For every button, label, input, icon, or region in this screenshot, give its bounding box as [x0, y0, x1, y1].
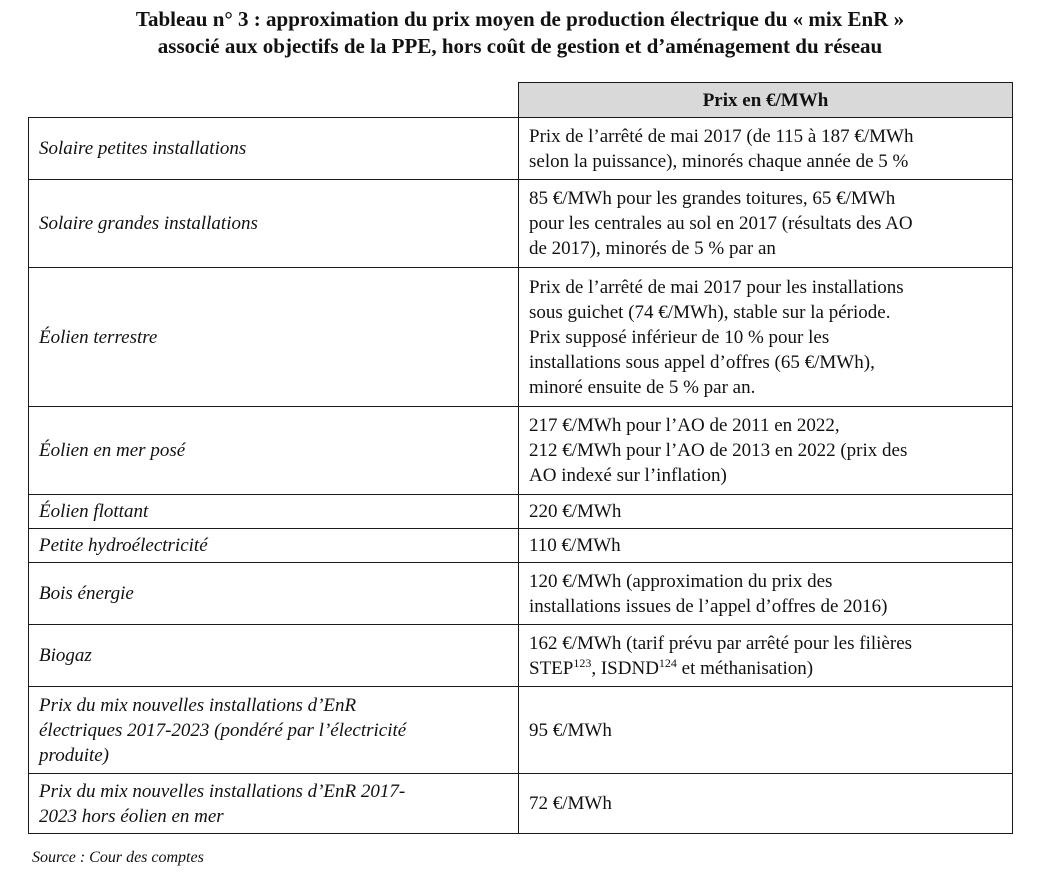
table-row [29, 407, 1013, 495]
row-value-line: Prix de l’arrêté de mai 2017 (de 115 à 187 €/MWh [529, 125, 914, 147]
table-row [29, 495, 1013, 529]
row-value-line: pour les centrales au sol en 2017 (résultats des AO [529, 213, 913, 234]
row-label-line: Petite hydroélectricité [39, 535, 208, 556]
row-label-line: Bois énergie [39, 583, 134, 604]
row-label [29, 495, 519, 529]
footnote-ref-123[interactable]: 123 [573, 655, 592, 670]
row-label [29, 774, 519, 834]
table-row [29, 774, 1013, 834]
row-value [519, 495, 1013, 529]
row-value-line: 162 €/MWh (tarif prévu par arrêté pour les filières [529, 632, 913, 654]
empty-header-cell [29, 83, 519, 118]
table-row [29, 268, 1013, 407]
row-label [29, 268, 519, 407]
price-table [28, 82, 1013, 834]
row-value [519, 625, 1013, 687]
isdnd-text: , ISDND [591, 657, 659, 679]
table-title-line-2: associé aux objectifs de la PPE, hors coût de gestion et d’aménagement du réseau [157, 34, 883, 58]
row-label-line: Solaire petites installations [39, 138, 247, 159]
row-value [519, 774, 1013, 834]
row-label-line: électriques 2017-2023 (pondéré par l’électricité [39, 719, 407, 741]
row-value-line: 217 €/MWh pour l’AO de 2011 en 2022, [529, 415, 840, 436]
row-label-line: Prix du mix nouvelles installations d’EnR 2017- [39, 780, 406, 802]
price-column-header: Prix en €/MWh [519, 83, 1013, 118]
table-title-line-1: Tableau n° 3 : approximation du prix moyen de production électrique du « mix EnR » [135, 7, 905, 31]
row-value-line: minoré ensuite de 5 % par an. [529, 376, 756, 398]
row-value [519, 687, 1013, 774]
row-value-line [529, 656, 1002, 681]
row-value-line: 212 €/MWh pour l’AO de 2013 en 2022 (prix des [529, 440, 908, 461]
row-value-line: 95 €/MWh [529, 719, 612, 741]
row-value-line: sous guichet (74 €/MWh), stable sur la période. [529, 301, 891, 323]
row-label [29, 529, 519, 563]
header-row [29, 83, 1013, 118]
table-row [29, 529, 1013, 563]
row-label [29, 407, 519, 495]
row-label-line: produite) [39, 744, 110, 766]
row-value-line: 220 €/MWh [529, 501, 622, 522]
row-value [519, 529, 1013, 563]
row-label [29, 687, 519, 774]
footnote-ref-124[interactable]: 124 [658, 655, 677, 670]
table-row [29, 687, 1013, 774]
methanisation-text: et méthanisation) [676, 657, 814, 679]
table-row [29, 563, 1013, 625]
row-label [29, 118, 519, 180]
row-value-line: Prix de l’arrêté de mai 2017 pour les installations [529, 276, 904, 298]
row-value-line: Prix supposé inférieur de 10 % pour les [529, 326, 830, 348]
row-value-line: installations sous appel d’offres (65 €/MWh), [529, 351, 875, 373]
row-label-line: Biogaz [39, 645, 92, 666]
table-title [0, 6, 1040, 60]
row-value [519, 180, 1013, 268]
row-value [519, 118, 1013, 180]
row-label [29, 563, 519, 625]
table-row [29, 118, 1013, 180]
row-value-line: selon la puissance), minorés chaque année de 5 % [529, 150, 909, 172]
row-label-line: Prix du mix nouvelles installations d’EnR [39, 694, 357, 716]
row-label-line: Éolien en mer posé [39, 440, 186, 461]
row-label [29, 625, 519, 687]
row-label [29, 180, 519, 268]
row-value-line: 110 €/MWh [529, 535, 621, 556]
row-label-line: Solaire grandes installations [39, 213, 258, 234]
row-value [519, 563, 1013, 625]
row-value-line: 72 €/MWh [529, 793, 612, 814]
row-label-line: Éolien terrestre [39, 326, 158, 348]
row-value-line: de 2017), minorés de 5 % par an [529, 238, 776, 259]
row-value-line: installations issues de l’appel d’offres de 2016) [529, 595, 888, 617]
row-value [519, 268, 1013, 407]
row-value-line: 120 €/MWh (approximation du prix des [529, 570, 833, 592]
row-label-line: 2023 hors éolien en mer [39, 805, 224, 827]
row-label-line: Éolien flottant [39, 501, 149, 522]
source-note: Source : Cour des comptes [32, 849, 204, 866]
table-row [29, 625, 1013, 687]
row-value [519, 407, 1013, 495]
table-row [29, 180, 1013, 268]
row-value-line: 85 €/MWh pour les grandes toitures, 65 €/MWh [529, 188, 896, 209]
row-value-line: AO indexé sur l’inflation) [529, 465, 727, 486]
step-text: STEP [529, 657, 574, 679]
